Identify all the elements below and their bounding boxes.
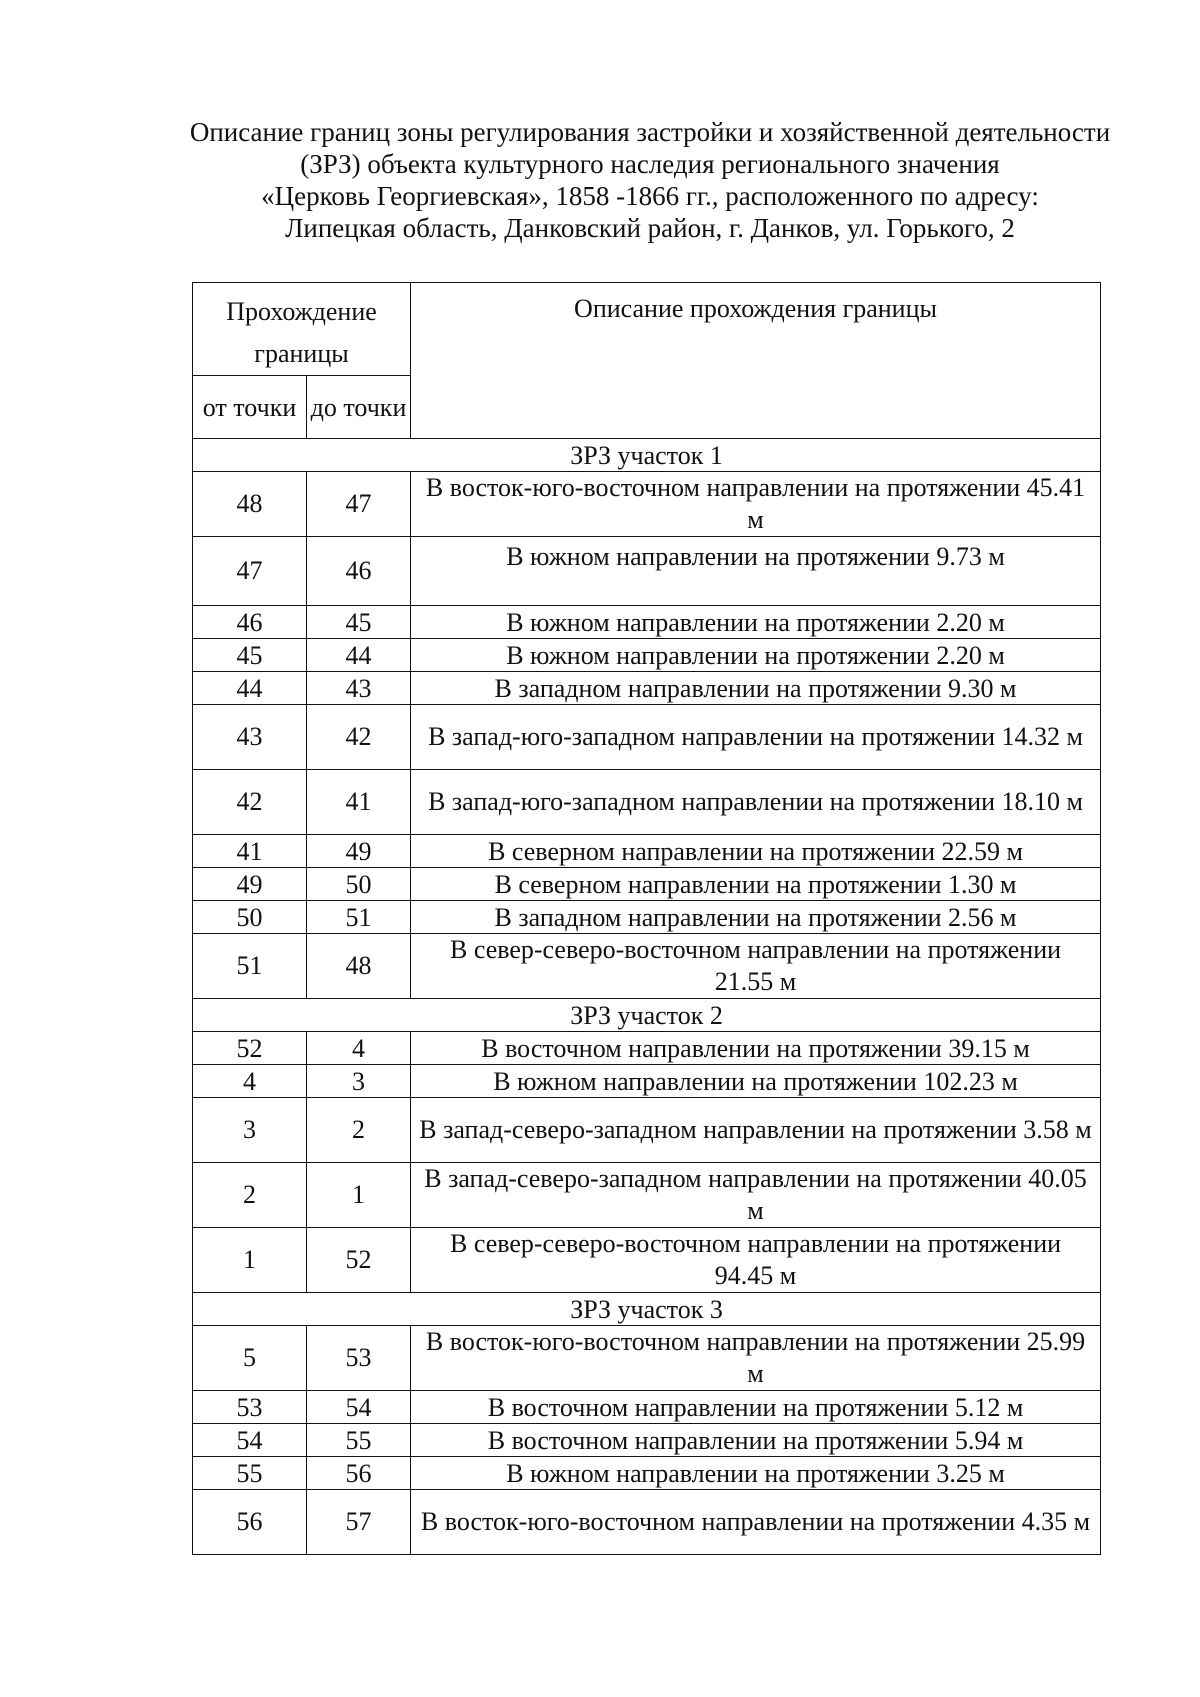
table-body (193, 439, 1101, 1555)
title-line: Липецкая область, Данковский район, г. Данков, ул. Горького, 2 (285, 213, 1015, 243)
to-point: 1 (307, 1163, 411, 1228)
to-point: 42 (307, 705, 411, 770)
from-point: 49 (193, 868, 307, 901)
from-point: 48 (193, 472, 307, 537)
table-row (193, 1457, 1101, 1490)
to-point: 41 (307, 770, 411, 835)
header-from: от точки (193, 376, 307, 439)
section-title: ЗРЗ участок 3 (193, 1293, 1101, 1326)
to-point: 53 (307, 1326, 411, 1391)
to-point: 54 (307, 1391, 411, 1424)
description: В восток-юго-восточном направлении на протяжении 4.35 м (411, 1490, 1101, 1555)
description: В восток-юго-восточном направлении на протяжении 45.41 м (411, 472, 1101, 537)
from-point: 41 (193, 835, 307, 868)
title-line: (ЗРЗ) объекта культурного наследия регионального значения (300, 149, 1000, 179)
section-title: ЗРЗ участок 1 (193, 439, 1101, 472)
table-row (193, 606, 1101, 639)
table-row (193, 1098, 1101, 1163)
to-point: 51 (307, 901, 411, 934)
from-point: 55 (193, 1457, 307, 1490)
table-row (193, 1490, 1101, 1555)
header-passage: Прохождение границы (193, 283, 411, 376)
from-point: 5 (193, 1326, 307, 1391)
description: В восток-юго-восточном направлении на протяжении 25.99 м (411, 1326, 1101, 1391)
description: В южном направлении на протяжении 2.20 м (411, 639, 1101, 672)
to-point: 4 (307, 1032, 411, 1065)
description: В запад-юго-западном направлении на протяжении 14.32 м (411, 705, 1101, 770)
to-point: 44 (307, 639, 411, 672)
table-row (193, 472, 1101, 537)
to-point: 56 (307, 1457, 411, 1490)
table-row (193, 672, 1101, 705)
header-description: Описание прохождения границы (411, 283, 1101, 439)
from-point: 2 (193, 1163, 307, 1228)
description: В северном направлении на протяжении 22.59 м (411, 835, 1101, 868)
description: В восточном направлении на протяжении 39.15 м (411, 1032, 1101, 1065)
description: В север-северо-восточном направлении на протяжении 94.45 м (411, 1228, 1101, 1293)
to-point: 50 (307, 868, 411, 901)
from-point: 54 (193, 1424, 307, 1457)
to-point: 52 (307, 1228, 411, 1293)
to-point: 43 (307, 672, 411, 705)
description: В запад-северо-западном направлении на протяжении 40.05 м (411, 1163, 1101, 1228)
description: В северном направлении на протяжении 1.30 м (411, 868, 1101, 901)
to-point: 57 (307, 1490, 411, 1555)
from-point: 42 (193, 770, 307, 835)
from-point: 50 (193, 901, 307, 934)
title-line: «Церковь Георгиевская», 1858 -1866 гг., расположенного по адресу: (261, 181, 1039, 211)
from-point: 53 (193, 1391, 307, 1424)
description: В восточном направлении на протяжении 5.94 м (411, 1424, 1101, 1457)
table-row (193, 770, 1101, 835)
table-row (193, 868, 1101, 901)
document-title (150, 116, 1150, 244)
description: В восточном направлении на протяжении 5.12 м (411, 1391, 1101, 1424)
description: В южном направлении на протяжении 2.20 м (411, 606, 1101, 639)
description: В западном направлении на протяжении 2.56 м (411, 901, 1101, 934)
from-point: 3 (193, 1098, 307, 1163)
table-row (193, 1424, 1101, 1457)
title-line: Описание границ зоны регулирования застройки и хозяйственной деятельности (189, 117, 1111, 147)
description: В запад-северо-западном направлении на протяжении 3.58 м (411, 1098, 1101, 1163)
from-point: 51 (193, 934, 307, 999)
from-point: 1 (193, 1228, 307, 1293)
description: В южном направлении на протяжении 3.25 м (411, 1457, 1101, 1490)
to-point: 45 (307, 606, 411, 639)
section-row (193, 999, 1101, 1032)
description: В южном направлении на протяжении 9.73 м (411, 537, 1101, 606)
from-point: 46 (193, 606, 307, 639)
table-row (193, 934, 1101, 999)
to-point: 48 (307, 934, 411, 999)
from-point: 56 (193, 1490, 307, 1555)
from-point: 44 (193, 672, 307, 705)
to-point: 2 (307, 1098, 411, 1163)
to-point: 49 (307, 835, 411, 868)
boundary-table (192, 282, 1101, 1555)
section-row (193, 439, 1101, 472)
table-row (193, 1228, 1101, 1293)
table-row (193, 1391, 1101, 1424)
to-point: 3 (307, 1065, 411, 1098)
table-row (193, 835, 1101, 868)
to-point: 46 (307, 537, 411, 606)
description: В запад-юго-западном направлении на протяжении 18.10 м (411, 770, 1101, 835)
from-point: 43 (193, 705, 307, 770)
table-row (193, 1032, 1101, 1065)
from-point: 47 (193, 537, 307, 606)
table-row (193, 537, 1101, 606)
to-point: 47 (307, 472, 411, 537)
table-row (193, 639, 1101, 672)
header-to: до точки (307, 376, 411, 439)
description: В север-северо-восточном направлении на протяжении 21.55 м (411, 934, 1101, 999)
table-row (193, 1065, 1101, 1098)
table-row (193, 705, 1101, 770)
description: В западном направлении на протяжении 9.30 м (411, 672, 1101, 705)
table-row (193, 1326, 1101, 1391)
to-point: 55 (307, 1424, 411, 1457)
section-row (193, 1293, 1101, 1326)
table-row (193, 901, 1101, 934)
from-point: 4 (193, 1065, 307, 1098)
from-point: 52 (193, 1032, 307, 1065)
table-row (193, 1163, 1101, 1228)
section-title: ЗРЗ участок 2 (193, 999, 1101, 1032)
description: В южном направлении на протяжении 102.23 м (411, 1065, 1101, 1098)
from-point: 45 (193, 639, 307, 672)
